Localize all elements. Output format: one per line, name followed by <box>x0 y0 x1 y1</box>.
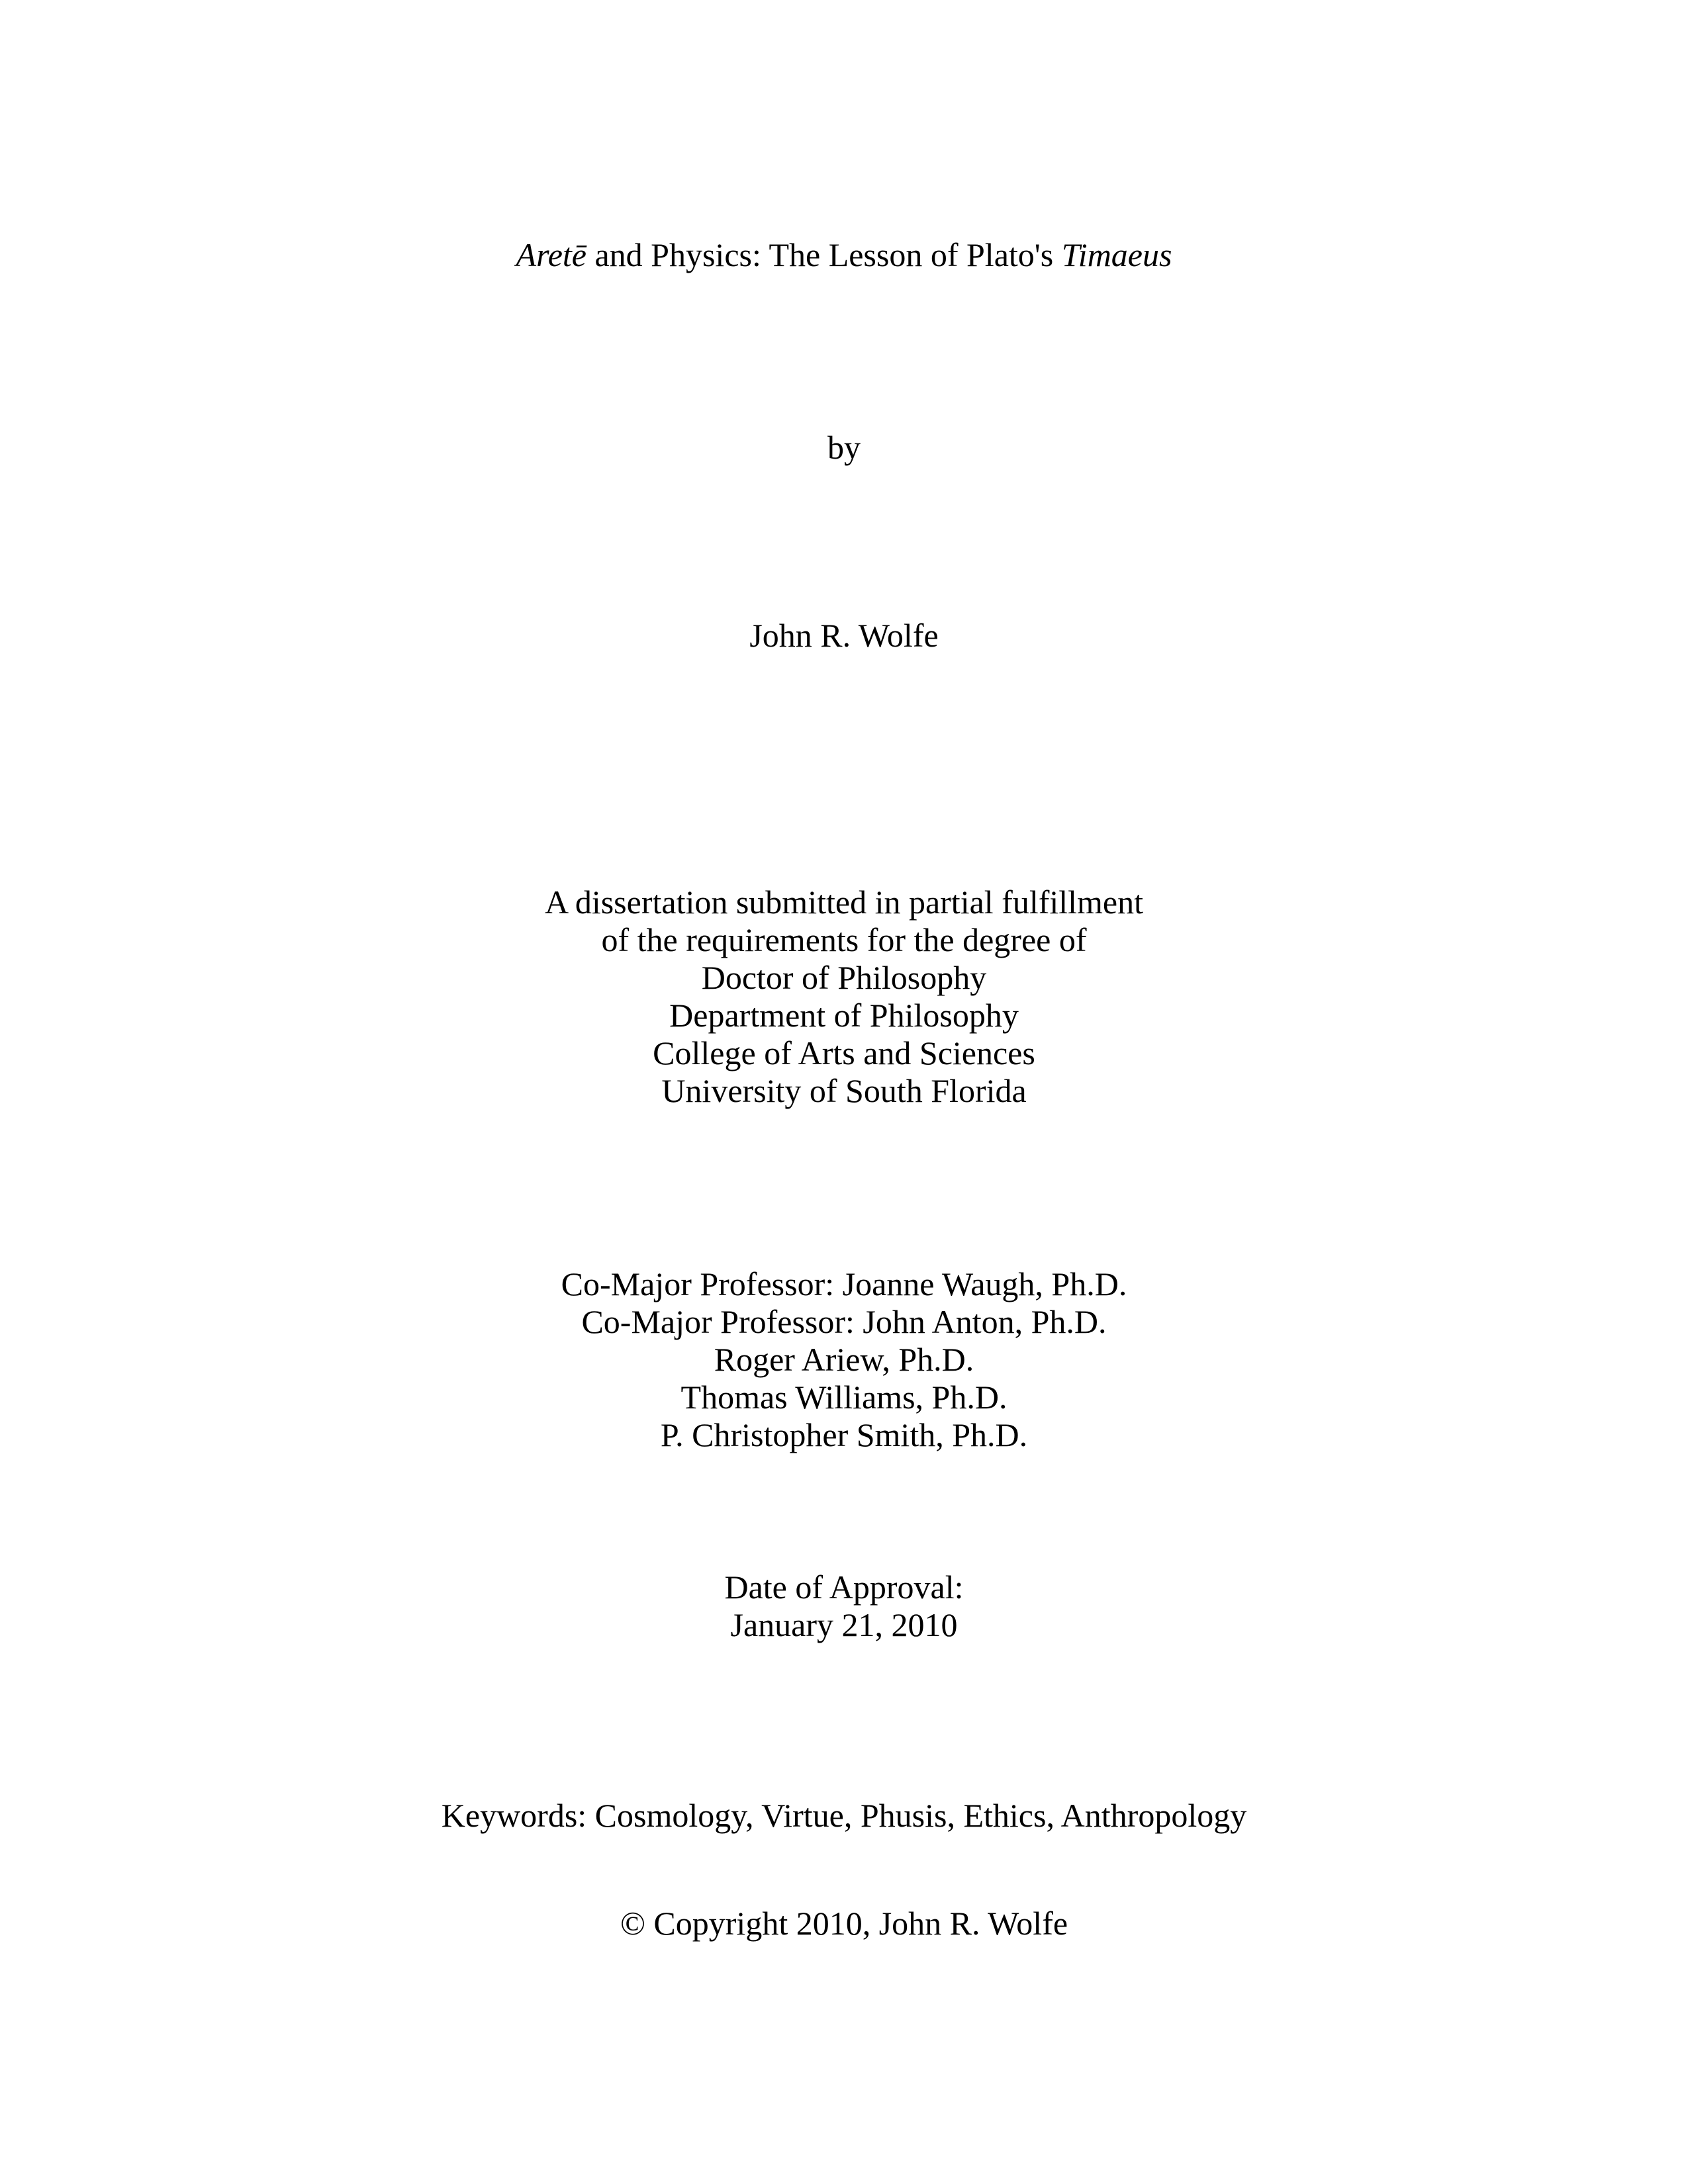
title-italic-arete: Aretē <box>516 236 586 273</box>
submission-line: A dissertation submitted in partial fulfillment <box>544 884 1144 921</box>
committee-member: P. Christopher Smith, Ph.D. <box>660 1416 1028 1453</box>
page-title <box>0 236 1688 274</box>
committee-member: Co-Major Professor: John Anton, Ph.D. <box>581 1303 1107 1340</box>
submission-statement <box>0 884 1688 1110</box>
committee-member: Co-Major Professor: Joanne Waugh, Ph.D. <box>561 1265 1127 1302</box>
copyright-line: © Copyright 2010, John R. Wolfe <box>620 1905 1068 1942</box>
committee-member: Thomas Williams, Ph.D. <box>680 1379 1008 1416</box>
approval-label: Date of Approval: <box>724 1569 964 1606</box>
submission-line: College of Arts and Sciences <box>653 1034 1035 1071</box>
title-regular-middle: and Physics: The Lesson of Plato's <box>586 236 1062 273</box>
committee-member: Roger Ariew, Ph.D. <box>714 1341 974 1378</box>
title-italic-timaeus: Timaeus <box>1061 236 1172 273</box>
submission-line: University of South Florida <box>661 1072 1027 1109</box>
byline: by <box>827 429 861 466</box>
author-name: John R. Wolfe <box>749 617 939 654</box>
submission-line: of the requirements for the degree of <box>601 921 1087 958</box>
submission-line: Doctor of Philosophy <box>701 959 987 996</box>
submission-line: Department of Philosophy <box>669 997 1019 1034</box>
approval-value: January 21, 2010 <box>730 1606 958 1643</box>
committee-list <box>0 1265 1688 1454</box>
keywords-line: Keywords: Cosmology, Virtue, Phusis, Ethics, Anthropology <box>441 1797 1247 1834</box>
approval-date <box>0 1569 1688 1644</box>
